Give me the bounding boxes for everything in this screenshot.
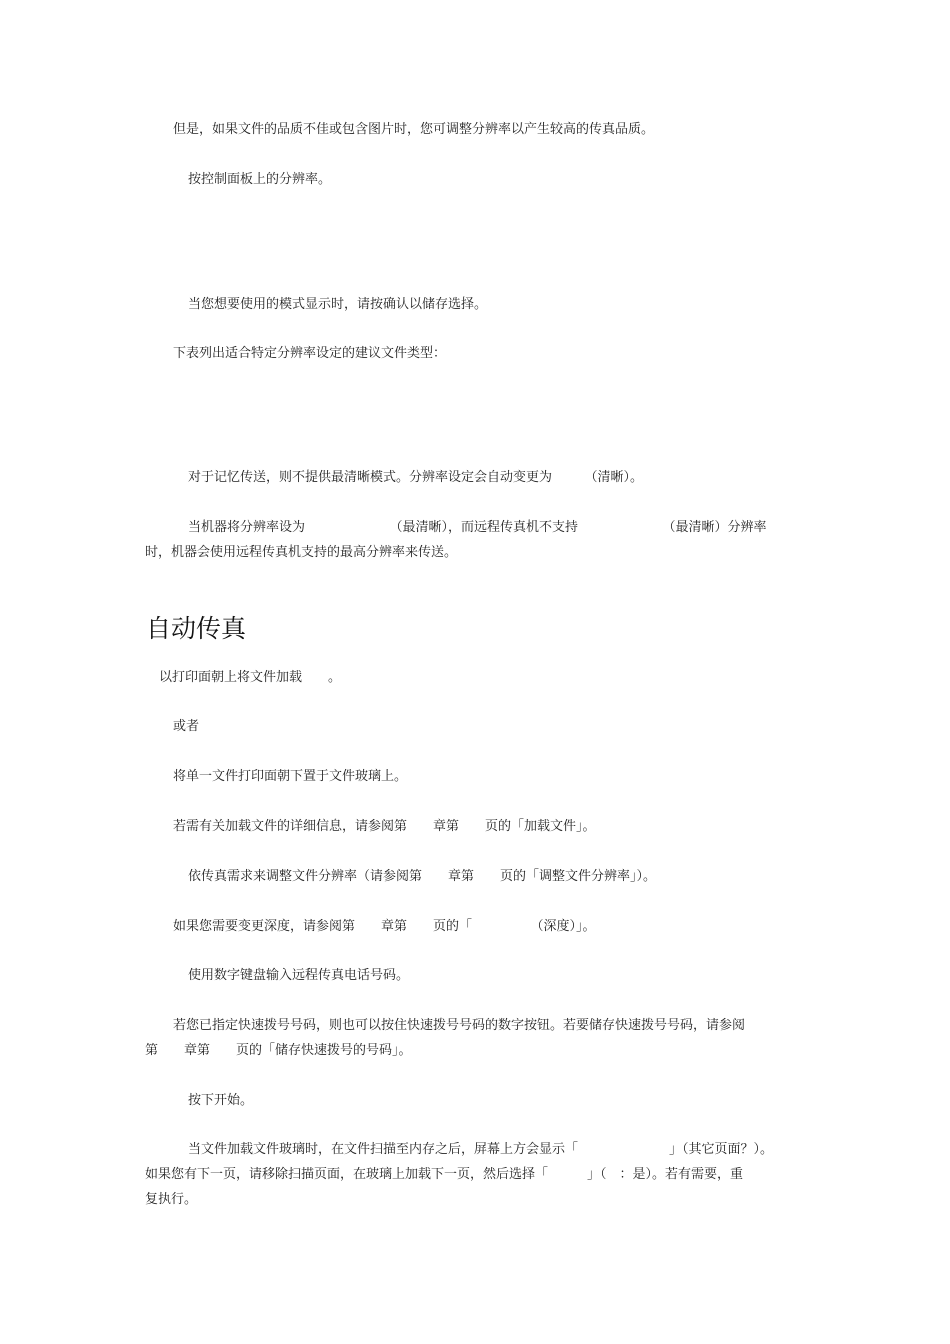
- section-heading: 自动传真: [146, 614, 247, 643]
- note-superfine-line2: 时，机器会使用远程传真机支持的最高分辨率来传送。: [145, 545, 458, 560]
- paragraph-resolution-intro: 但是，如果文件的品质不佳或包含图片时，您可调整分辨率以产生较高的传真品质。: [173, 122, 655, 137]
- note-memory-transmission: 对于记忆传送，则不提供最清晰模式。分辨率设定会自动变更为 （清晰）。: [188, 470, 644, 485]
- note-glass-line3: 复执行。: [145, 1192, 198, 1207]
- note-speed-dial-line1: 若您已指定快速拨号号码，则也可以按住快速拨号号码的数字按钮。若要储存快速拨号号码，请参阅: [173, 1018, 746, 1033]
- step-confirm-selection: 当您想要使用的模式显示时，请按确认以储存选择。: [188, 297, 488, 312]
- note-glass-line2: 如果您有下一页，请移除扫描页面，在玻璃上加载下一页，然后选择「 」（ ：是）。若有需要，重: [145, 1167, 744, 1182]
- step-enter-number: 使用数字键盘输入远程传真电话号码。: [188, 968, 410, 983]
- reference-darkness: 如果您需要变更深度，请参阅第 章第 页的「 （深度）」。: [173, 919, 596, 934]
- step-press-resolution: 按控制面板上的分辨率。: [188, 172, 332, 187]
- note-superfine-line1: 当机器将分辨率设为 （最清晰），而远程传真机不支持 （最清晰）分辨率: [188, 520, 767, 535]
- text-or: 或者: [173, 719, 200, 734]
- note-glass-line1: 当文件加载文件玻璃时，在文件扫描至内存之后，屏幕上方会显示「 」（其它页面？）。: [188, 1142, 774, 1157]
- step-adjust-resolution: 依传真需求来调整文件分辨率（请参阅第 章第 页的「调整文件分辨率」）。: [188, 869, 657, 884]
- note-speed-dial-line2: 第 章第 页的「储存快速拨号的号码」。: [145, 1043, 412, 1058]
- step-load-document: 以打印面朝上将文件加载 。: [159, 670, 342, 685]
- step-press-start: 按下开始。: [188, 1093, 254, 1108]
- step-place-on-glass: 将单一文件打印面朝下置于文件玻璃上。: [173, 769, 408, 784]
- reference-loading-documents: 若需有关加载文件的详细信息，请参阅第 章第 页的「加载文件」。: [173, 819, 596, 834]
- paragraph-table-intro: 下表列出适合特定分辨率设定的建议文件类型：: [173, 346, 447, 361]
